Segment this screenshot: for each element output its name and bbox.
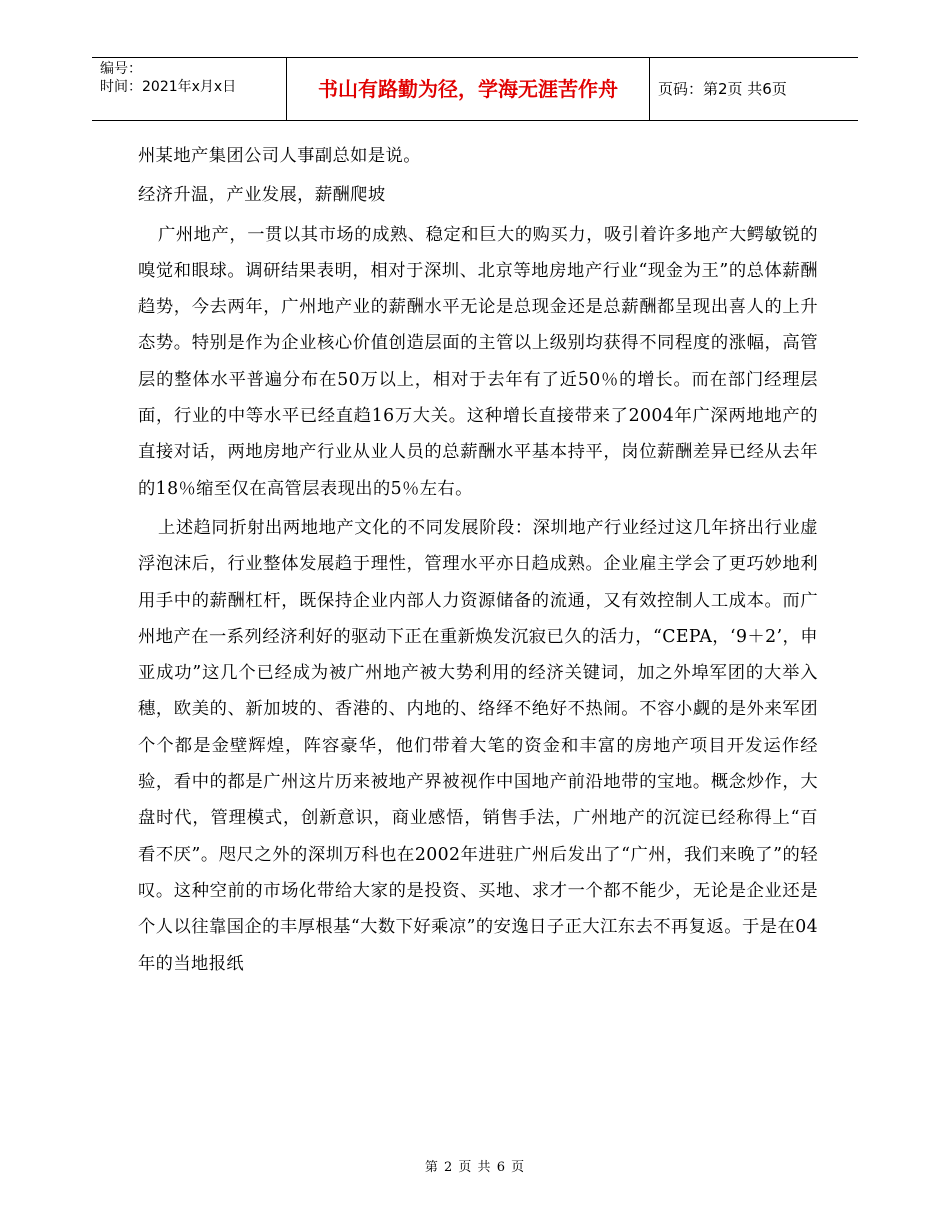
header-meta (100, 60, 280, 96)
header-motto: 书山有路勤为径，学海无涯苦作舟 (318, 77, 618, 101)
document-body (138, 138, 818, 982)
section-heading: 经济升温，产业发展，薪酬爬坡 (138, 185, 386, 206)
number-label: 编号： (100, 61, 142, 77)
header-page-info: 页码：第2页 共6页 (658, 80, 787, 98)
page-footer: 第 2 页 共 6 页 (424, 1160, 526, 1175)
header-divider (649, 58, 650, 121)
body-paragraph: 广州地产，一贯以其市场的成熟、稳定和巨大的购买力，吸引着许多地产大鳄敏锐的嗅觉和眼球。调研结果表明，相对于深圳、北京等地房地产行业“现金为王”的总体薪酬趋势，今去两年，广州地产业的薪酬水平无论是总现金还是总薪酬都呈现出喜人的上升态势。特别是作为企业核心价值创造层面的主管以上级别均获得不同程度的涨幅，高管层的整体水平普遍分布在50万以上，相对于去年有了近50％的增长。而在部门经理层面，行业的中等水平已经直趋16万大关。这种增长直接带来了2004年广深两地地产的直接对话，两地房地产行业从业人员的总薪酬水平基本持平，岗位薪酬差异已经从去年的18％缩至仅在高管层表现出的5％左右。 (138, 224, 818, 499)
body-paragraph: 州某地产集团公司人事副总如是说。 (138, 146, 421, 166)
page-header (92, 57, 858, 121)
body-paragraph: 上述趋同折射出两地地产文化的不同发展阶段：深圳地产行业经过这几年挤出行业虚浮泡沫后，行业整体发展趋于理性，管理水平亦日趋成熟。企业雇主学会了更巧妙地利用手中的薪酬杠杆，既保持企业内部人力资源储备的流通，又有效控制人工成本。而广州地产在一系列经济利好的驱动下正在重新焕发沉寂已久的活力，“CEPA，‘9＋2’，申亚成功”这几个已经成为被广州地产被大势利用的经济关键词，加之外埠军团的大举入穗，欧美的、新加坡的、香港的、内地的、络绎不绝好不热闹。不容小觑的是外来军团个个都是金壁辉煌，阵容豪华，他们带着大笔的资金和丰富的房地产项目开发运作经验，看中的都是广州这片历来被地产界被视作中国地产前沿地带的宝地。概念炒作，大盘时代，管理模式，创新意识，商业感悟，销售手法，广州地产的沉淀已经称得上“百看不厌”。咫尺之外的深圳万科也在2002年进驻广州后发出了“广州，我们来晚了”的轻叹。这种空前的市场化带给大家的是投资、买地、求才一个都不能少，无论是企业还是个人以往靠国企的丰厚根基“大数下好乘凉”的安逸日子正大江东去不再复返。于是在04年的当地报纸 (138, 517, 818, 974)
time-label: 时间：2021年x月x日 (100, 79, 237, 95)
